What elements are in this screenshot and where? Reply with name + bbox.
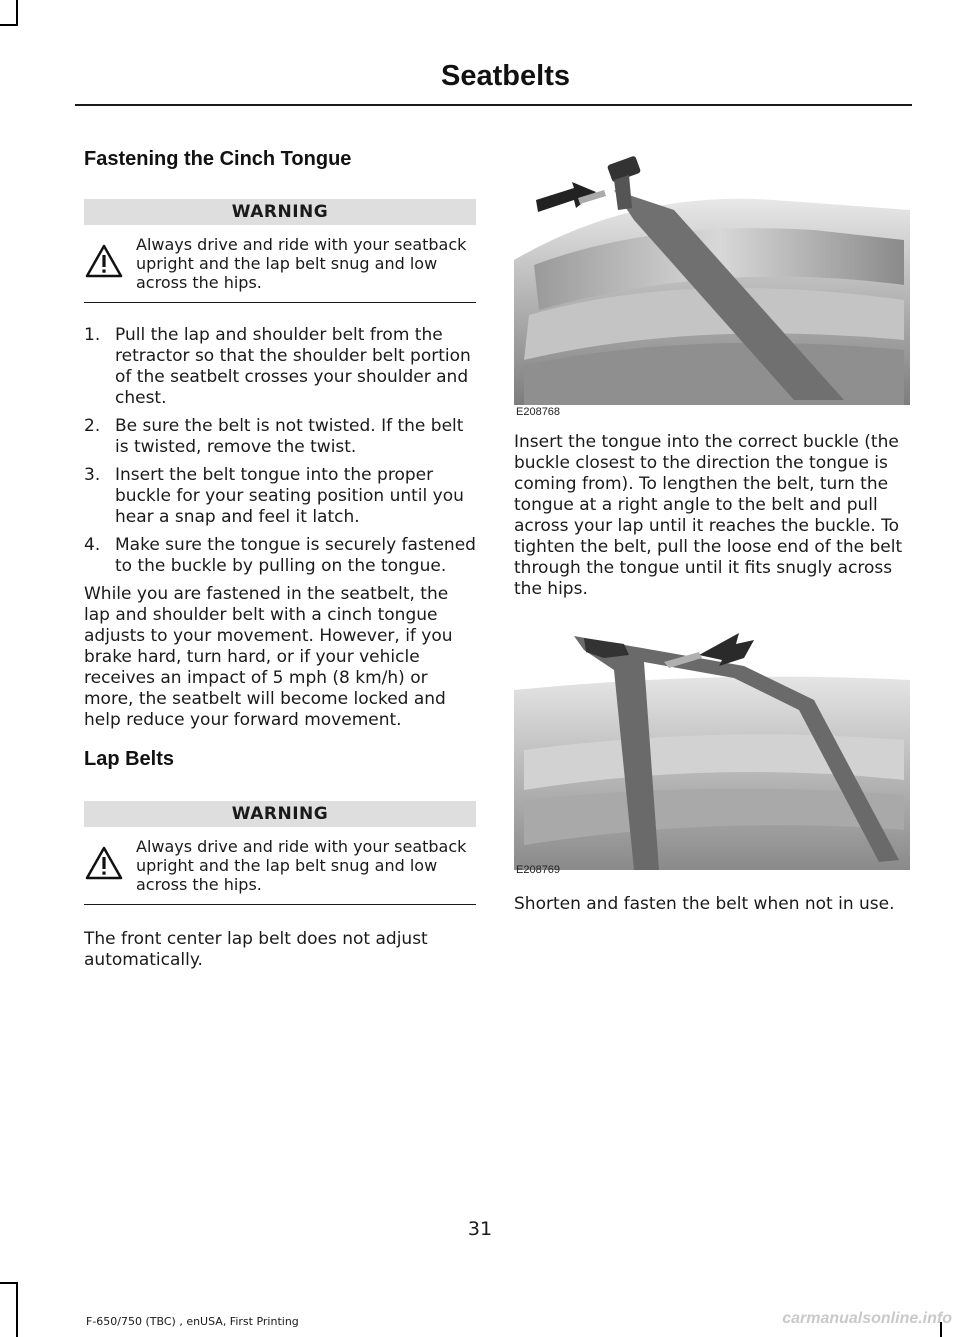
body-paragraph: Insert the tongue into the correct buckle (the buckle closest to the direction the tongue is coming from). To lengthen the belt, turn the tongue at a right angle to the belt and pull across your lap until it reaches the buckle. To tighten the belt, pull the loose end of the belt through the tongue until it fits snugly across the hips.	[514, 432, 903, 599]
step-number: 4.	[84, 535, 101, 555]
warning-body	[84, 225, 476, 303]
watermark: carmanualsonline.info	[782, 1310, 952, 1327]
section-title-lap-belts: Lap Belts	[84, 748, 175, 770]
warning-text: Always drive and ride with your seatback upright and the lap belt snug and low across the hips.	[136, 837, 467, 894]
warning-heading: WARNING	[84, 801, 476, 827]
steps-list	[84, 325, 476, 577]
step-text: Be sure the belt is not twisted. If the belt is twisted, remove the twist.	[115, 416, 464, 457]
step-text: Make sure the tongue is securely fastened to the buckle by pulling on the tongue.	[115, 535, 476, 576]
crop-mark	[16, 1282, 18, 1337]
footer-text: F-650/750 (TBC) , enUSA, First Printing	[86, 1315, 299, 1328]
list-item	[84, 465, 476, 528]
warning-box	[84, 199, 476, 303]
crop-mark	[0, 24, 18, 26]
step-number: 3.	[84, 465, 101, 485]
body-paragraph: While you are fastened in the seatbelt, the lap and shoulder belt with a cinch tongue adjusts to your movement. However, if you brake hard, turn hard, or if your vehicle receives an impact of 5 mph (8 km/h) or more, the seatbelt will become locked and help reduce your forward movement.	[84, 584, 453, 730]
warning-triangle-icon	[84, 845, 136, 885]
page-number: 31	[467, 1218, 493, 1240]
body-paragraph: The front center lap belt does not adjust automatically.	[84, 929, 428, 970]
warning-box	[84, 801, 476, 905]
warning-heading: WARNING	[84, 199, 476, 225]
warning-body	[84, 827, 476, 905]
list-item	[84, 535, 476, 577]
step-number: 1.	[84, 325, 101, 345]
list-item	[84, 416, 476, 458]
step-number: 2.	[84, 416, 101, 436]
section-title-cinch-tongue: Fastening the Cinch Tongue	[84, 148, 352, 170]
header-divider	[75, 104, 912, 106]
figure-code: E208768	[516, 406, 561, 418]
warning-triangle-icon	[84, 243, 136, 283]
page-title: Seatbelts	[441, 60, 570, 92]
crop-mark	[16, 0, 18, 26]
crop-mark	[0, 1282, 18, 1284]
list-item	[84, 325, 476, 409]
step-text: Insert the belt tongue into the proper buckle for your seating position until you hear a snap and feel it latch.	[115, 465, 464, 527]
body-paragraph: Shorten and fasten the belt when not in use.	[514, 894, 895, 914]
seatbelt-tongue-illustration	[514, 150, 910, 420]
right-column	[514, 150, 910, 915]
warning-text: Always drive and ride with your seatback upright and the lap belt snug and low across the hips.	[136, 235, 467, 292]
seatbelt-shorten-illustration	[514, 630, 910, 878]
figure-code: E208769	[516, 864, 561, 876]
left-column	[84, 145, 476, 971]
step-text: Pull the lap and shoulder belt from the retractor so that the shoulder belt portion of the seatbelt crosses your shoulder and chest.	[115, 325, 471, 408]
